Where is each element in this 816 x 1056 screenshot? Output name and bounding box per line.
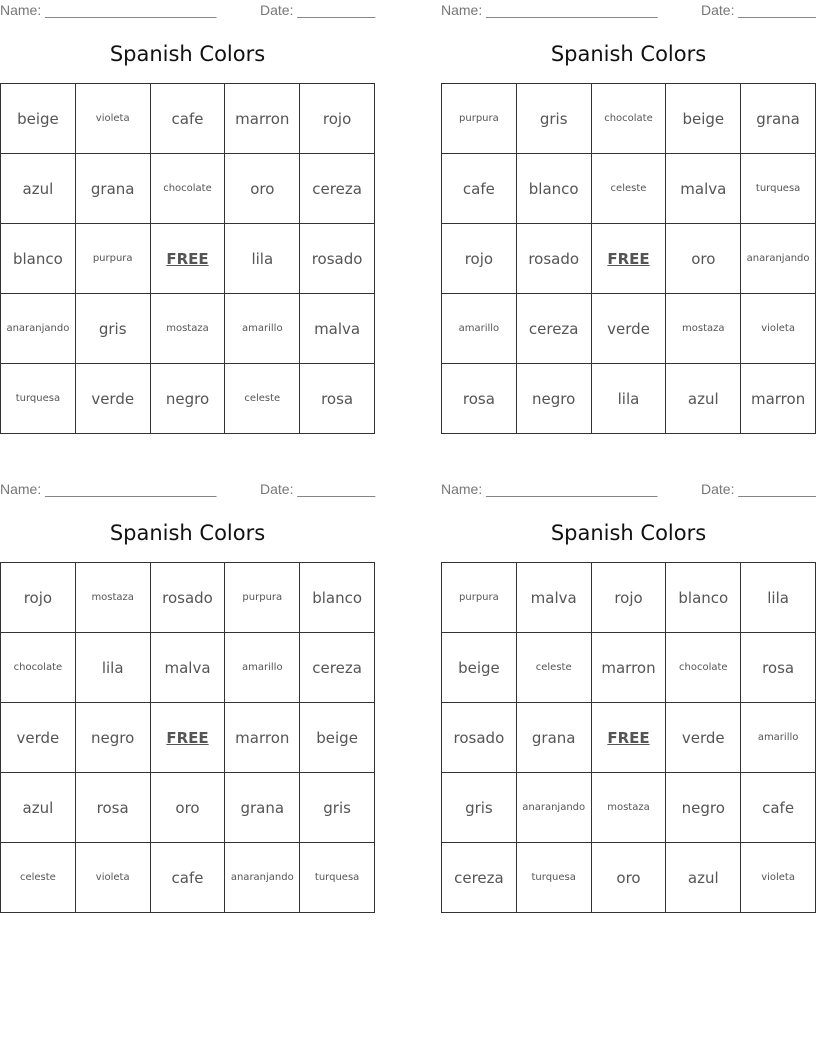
- grid-cell: azul: [666, 364, 741, 434]
- grid-cell: marron: [741, 364, 816, 434]
- bingo-grid: [441, 83, 816, 434]
- card-title: Spanish Colors: [109, 521, 266, 545]
- grid-cell: amarillo: [225, 633, 300, 703]
- grid-cell: amarillo: [225, 294, 300, 364]
- grid-cell: rosado: [442, 703, 517, 773]
- grid-cell: azul: [1, 773, 76, 843]
- grid-cell: negro: [75, 703, 150, 773]
- grid-row: [1, 703, 375, 773]
- grid-cell: anaranjando: [516, 773, 591, 843]
- grid-cell: verde: [1, 703, 76, 773]
- card-header: [0, 0, 375, 22]
- grid-cell: gris: [300, 773, 375, 843]
- date-field: Date: __________: [701, 2, 816, 18]
- grid-cell: anaranjando: [1, 294, 76, 364]
- grid-row: [1, 84, 375, 154]
- grid-cell: verde: [591, 294, 666, 364]
- grid-row: [1, 843, 375, 913]
- grid-cell: grana: [516, 703, 591, 773]
- grid-cell: chocolate: [591, 84, 666, 154]
- grid-cell: beige: [666, 84, 741, 154]
- grid-cell: cereza: [300, 633, 375, 703]
- bingo-grid: [441, 562, 816, 913]
- grid-cell: lila: [591, 364, 666, 434]
- grid-cell: turquesa: [1, 364, 76, 434]
- grid-cell: rojo: [591, 563, 666, 633]
- bingo-grid: [0, 562, 375, 913]
- grid-cell: verde: [75, 364, 150, 434]
- grid-cell: rosado: [150, 563, 225, 633]
- grid-cell: cereza: [516, 294, 591, 364]
- grid-cell: oro: [225, 154, 300, 224]
- name-field: Name: ______________________: [441, 2, 658, 18]
- grid-cell: verde: [666, 703, 741, 773]
- grid-cell: cereza: [442, 843, 517, 913]
- card-title: Spanish Colors: [550, 521, 707, 545]
- grid-cell: rosado: [300, 224, 375, 294]
- grid-cell: celeste: [591, 154, 666, 224]
- bingo-card: [441, 479, 816, 887]
- grid-cell: gris: [516, 84, 591, 154]
- date-field: Date: __________: [260, 2, 376, 18]
- date-field: Date: __________: [701, 481, 816, 497]
- grid-cell: blanco: [300, 563, 375, 633]
- grid-row: [1, 154, 375, 224]
- grid-cell: grana: [75, 154, 150, 224]
- grid-cell: turquesa: [741, 154, 816, 224]
- name-field: Name: ______________________: [0, 481, 217, 497]
- grid-cell: chocolate: [1, 633, 76, 703]
- grid-cell: rosa: [300, 364, 375, 434]
- grid-cell: lila: [75, 633, 150, 703]
- grid-cell: negro: [516, 364, 591, 434]
- grid-cell: mostaza: [75, 563, 150, 633]
- grid-cell: beige: [300, 703, 375, 773]
- grid-cell: rosa: [741, 633, 816, 703]
- grid-row: [1, 773, 375, 843]
- grid-cell: lila: [225, 224, 300, 294]
- grid-cell: celeste: [1, 843, 76, 913]
- grid-cell: oro: [150, 773, 225, 843]
- grid-cell: mostaza: [666, 294, 741, 364]
- grid-cell: amarillo: [442, 294, 517, 364]
- grid-cell: gris: [442, 773, 517, 843]
- grid-cell: turquesa: [516, 843, 591, 913]
- grid-cell: rosado: [516, 224, 591, 294]
- grid-cell: oro: [591, 843, 666, 913]
- grid-row: [442, 563, 816, 633]
- grid-cell: oro: [666, 224, 741, 294]
- grid-cell: violeta: [741, 294, 816, 364]
- grid-cell: grana: [741, 84, 816, 154]
- grid-cell: malva: [516, 563, 591, 633]
- grid-cell: beige: [1, 84, 76, 154]
- grid-cell: mostaza: [591, 773, 666, 843]
- grid-cell: cafe: [442, 154, 517, 224]
- grid-cell: purpura: [225, 563, 300, 633]
- grid-row: [442, 154, 816, 224]
- grid-cell: purpura: [442, 563, 517, 633]
- grid-row: [1, 294, 375, 364]
- card-title: Spanish Colors: [109, 42, 266, 66]
- grid-cell: beige: [442, 633, 517, 703]
- grid-cell: rojo: [1, 563, 76, 633]
- grid-row: [1, 633, 375, 703]
- grid-cell: malva: [150, 633, 225, 703]
- grid-cell: cafe: [150, 84, 225, 154]
- grid-cell: marron: [225, 703, 300, 773]
- grid-cell: celeste: [225, 364, 300, 434]
- grid-cell: cereza: [300, 154, 375, 224]
- grid-cell: violeta: [75, 843, 150, 913]
- grid-row: [1, 364, 375, 434]
- grid-cell: marron: [225, 84, 300, 154]
- grid-cell: blanco: [1, 224, 76, 294]
- grid-row: [442, 633, 816, 703]
- grid-row: [442, 703, 816, 773]
- card-header: [441, 0, 816, 22]
- grid-cell: rosa: [442, 364, 517, 434]
- grid-cell: turquesa: [300, 843, 375, 913]
- grid-row: [1, 563, 375, 633]
- date-field: Date: __________: [260, 481, 376, 497]
- grid-cell: chocolate: [666, 633, 741, 703]
- grid-row: [442, 773, 816, 843]
- grid-cell: anaranjando: [225, 843, 300, 913]
- grid-cell: rosa: [75, 773, 150, 843]
- grid-cell: azul: [666, 843, 741, 913]
- grid-cell: mostaza: [150, 294, 225, 364]
- grid-cell: malva: [666, 154, 741, 224]
- name-field: Name: ______________________: [0, 2, 217, 18]
- grid-cell: rojo: [300, 84, 375, 154]
- grid-row: [442, 843, 816, 913]
- grid-cell: violeta: [75, 84, 150, 154]
- bingo-card: [0, 479, 376, 887]
- card-title: Spanish Colors: [550, 42, 707, 66]
- grid-cell: anaranjando: [741, 224, 816, 294]
- grid-cell: gris: [75, 294, 150, 364]
- grid-cell: grana: [225, 773, 300, 843]
- grid-cell: chocolate: [150, 154, 225, 224]
- free-space: FREE: [150, 703, 225, 773]
- grid-cell: violeta: [741, 843, 816, 913]
- card-header: [441, 479, 816, 501]
- grid-cell: malva: [300, 294, 375, 364]
- grid-cell: celeste: [516, 633, 591, 703]
- grid-cell: negro: [666, 773, 741, 843]
- grid-cell: negro: [150, 364, 225, 434]
- free-space: FREE: [591, 703, 666, 773]
- free-space: FREE: [591, 224, 666, 294]
- name-field: Name: ______________________: [441, 481, 658, 497]
- grid-row: [442, 364, 816, 434]
- grid-cell: purpura: [75, 224, 150, 294]
- grid-cell: amarillo: [741, 703, 816, 773]
- bingo-card: [441, 0, 816, 408]
- grid-cell: marron: [591, 633, 666, 703]
- grid-cell: blanco: [516, 154, 591, 224]
- grid-cell: cafe: [150, 843, 225, 913]
- card-header: [0, 479, 375, 501]
- grid-cell: purpura: [442, 84, 517, 154]
- grid-cell: azul: [1, 154, 76, 224]
- grid-cell: blanco: [666, 563, 741, 633]
- bingo-grid: [0, 83, 375, 434]
- grid-cell: cafe: [741, 773, 816, 843]
- grid-cell: rojo: [442, 224, 517, 294]
- grid-cell: lila: [741, 563, 816, 633]
- grid-row: [1, 224, 375, 294]
- free-space: FREE: [150, 224, 225, 294]
- grid-row: [442, 294, 816, 364]
- grid-row: [442, 224, 816, 294]
- grid-row: [442, 84, 816, 154]
- bingo-card: [0, 0, 376, 408]
